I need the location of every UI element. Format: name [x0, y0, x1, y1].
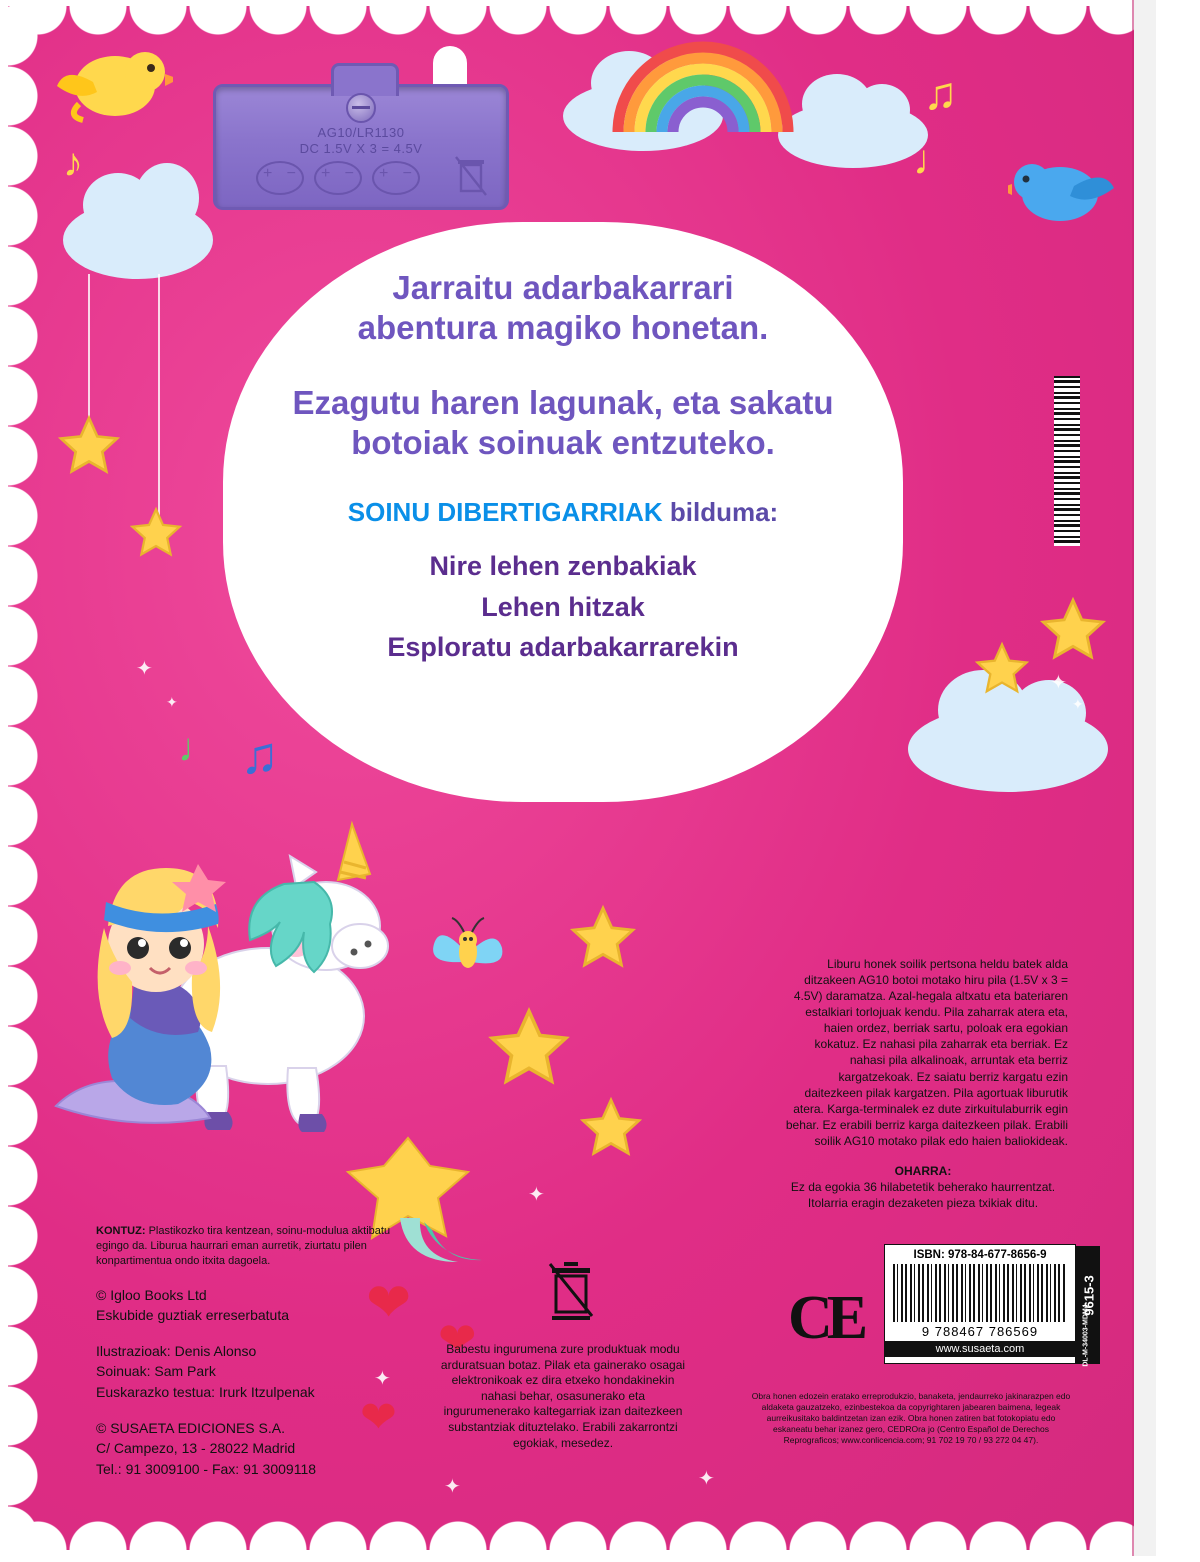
sparkle-icon: ✦ [1050, 672, 1067, 694]
collection-word: bilduma: [669, 497, 779, 527]
scallop-edge-top [8, 6, 1158, 38]
credits-illustrations: Ilustrazioak: Denis Alonso [96, 1343, 257, 1360]
sparkle-icon: ✦ [528, 1184, 545, 1206]
bird-icon [53, 34, 173, 124]
cloud-icon [63, 201, 213, 279]
speech-bubble [223, 222, 903, 802]
heart-icon: ❤ [366, 1273, 412, 1333]
bird-icon [1008, 146, 1118, 232]
bubble-line-3: Ezagutu haren lagunak, eta sakatu [292, 383, 834, 421]
music-note-icon: ♫ [240, 727, 279, 785]
screw-icon [346, 93, 376, 123]
star-icon [568, 904, 638, 972]
battery-tab [331, 63, 399, 96]
publisher-address: C/ Campezo, 13 - 28022 Madrid [96, 1440, 296, 1457]
battery-slot-icon [256, 161, 304, 195]
scallop-edge-left [8, 6, 42, 1562]
eco-note: Babestu ingurumena zure produktuak modu arduratsuan botaz. Pilak eta gainerako osagai elektronikoak ez dira etxeko hondakinekin nahasi behar, osasunerako eta ingurumenerako kaltegarriak izan daitezkeen substantziak dituztelako. Erabili zakarrontzi egokiak, mesedez. [440, 1342, 686, 1450]
kontuz-label: KONTUZ: [96, 1225, 146, 1237]
weee-bin-icon [454, 153, 488, 197]
series-title-3: Esploratu adarbakarrarekin [387, 632, 739, 662]
sparkle-icon: ✦ [166, 694, 178, 710]
isbn-side-tiny: DL-M-34003-MDM4 [1082, 1304, 1090, 1367]
sparkle-icon: ✦ [136, 658, 153, 680]
isbn-side-code: 9615-3 [1081, 1275, 1097, 1316]
ce-mark: CE [788, 1284, 863, 1352]
sparkle-icon: ✦ [1072, 696, 1084, 712]
music-note-icon: ♫ [923, 67, 958, 119]
publisher-website: www.susaeta.com [885, 1341, 1075, 1357]
star-icon [56, 414, 122, 478]
isbn-number: 9 788467 786569 [921, 1324, 1039, 1339]
copyright-notice: Obra honen edozein eratako erreprodukzio, banaketa, jendaurreko jakinarazpen edo aldaketa gauzatzeko, ezinbestekoa da copyrightaren jabearen baimena, legeak aurreikusitako baldintzetan izan ezik. Obra honen zatiren bat fotokopiatu edo eskaneatu behar izanez gero, CEDROra jo (Centro Español de Derechos Reprograficos; www.conlicencia.com; 91 702 19 70 / 93 272 04 47). [751, 1390, 1071, 1445]
credits-translation: Euskarazko testua: Irurk Itzulpenak [96, 1383, 315, 1400]
collection-line [348, 497, 778, 528]
publisher-name: © SUSAETA EDICIONES S.A. [96, 1420, 285, 1437]
cloud-icon [908, 706, 1108, 792]
butterfly-icon [426, 906, 510, 986]
barcode-icon [893, 1264, 1067, 1322]
isbn-block [884, 1244, 1076, 1364]
battery-compartment[interactable] [213, 84, 509, 210]
music-note-icon: ♩ [178, 726, 218, 770]
publisher-phone: Tel.: 91 3009100 - Fax: 91 3009118 [96, 1460, 317, 1477]
warning-body: Ez da egokia 36 hilabetetik beherako haurrentzat. Itolarria eragin dezaketen pieza txikiak ditu. [790, 1180, 1056, 1211]
heart-icon: ❤ [438, 1313, 477, 1365]
kontuz-body: Plastikozko tira kentzean, soinu-modulua aktibatu egingo da. Liburua haurrari eman aurretik, ziurtatu pilen konpartimentua ondo itxita dagoela. [96, 1225, 391, 1267]
series-title-1: Nire lehen zenbakiak [429, 551, 697, 581]
sparkle-icon: ✦ [444, 1476, 461, 1498]
star-icon [973, 641, 1031, 697]
cover-background [8, 6, 1148, 1550]
battery-notice-body: Liburu honek soilik pertsona heldu batek alda ditzakeen AG10 botoi motako hiru pila (1.5V x 3 = 4.5V) daramatza. Azal-hegala altxatu eta bateriaren estalkiari torlojuak kendu. Pila zaharrak atera eta, haien ordez, berriak sartu, poloak era egokian kokatuz. Ez nahasi pila zaharrak eta berriak. Ez nahasi pila alkalinoak, arruntak eta berriz kargatzekoak. Ez saiatu berriz kargatu ezin daitezkeen pilak kargatzen. Pila agortuak liburutik atera. Karga-terminalek ez dute zirkuitulaburrik egin behar. Ez erabili berriz karga daitezkeen pilak. Erabili soilik AG10 motako pilak edo haien baliokideak. [785, 957, 1068, 1148]
warning-title: OHARRA: [894, 1163, 952, 1178]
sparkle-icon: ✦ [698, 1468, 715, 1490]
weee-bin-icon [546, 1258, 596, 1320]
bubble-line-4: botoiak soinuak entzuteko. [351, 423, 775, 461]
cloud-icon [778, 102, 928, 168]
battery-label-line1: AG10/LR1130 [317, 125, 405, 140]
music-note-icon: ♩ [913, 136, 955, 183]
series-title-2: Lehen hitzak [481, 591, 645, 622]
battery-slot-icon [314, 161, 362, 195]
mermaid-unicorn-illustration [38, 776, 398, 1146]
battery-notice [778, 956, 1068, 1211]
bubble-line-2: abentura magiko honetan. [357, 309, 769, 347]
legal-block-left [96, 1224, 396, 1479]
star-icon [578, 1096, 644, 1160]
star-icon [1038, 596, 1108, 664]
igloo-line-1: © Igloo Books Ltd [96, 1286, 207, 1303]
heart-icon: ❤ [360, 1393, 397, 1442]
credits-sounds: Soinuak: Sam Park [96, 1363, 216, 1380]
kontuz-note [96, 1224, 396, 1269]
bubble-line-1: Jarraitu adarbakarrari [392, 269, 734, 306]
isbn-label: ISBN: 978-84-677-8656-9 [913, 1249, 1047, 1261]
rainbow-icon [608, 36, 798, 132]
sparkle-icon: ✦ [374, 1368, 391, 1390]
battery-label-line2: DC 1.5V X 3 = 4.5V [299, 141, 423, 156]
spine-inner [1134, 0, 1156, 1556]
isbn-side-code-block [1076, 1246, 1100, 1367]
spine-barcode [1054, 376, 1080, 546]
igloo-line-2: Eskubide guztiak erreserbatuta [96, 1306, 289, 1323]
scallop-edge-bottom [8, 1518, 1158, 1550]
collection-name: SOINU DIBERTIGARRIAK [347, 497, 663, 527]
battery-slot-icon [372, 161, 420, 195]
star-icon [486, 1006, 572, 1090]
star-icon [128, 506, 184, 560]
music-note-icon: ♪ [63, 141, 83, 185]
